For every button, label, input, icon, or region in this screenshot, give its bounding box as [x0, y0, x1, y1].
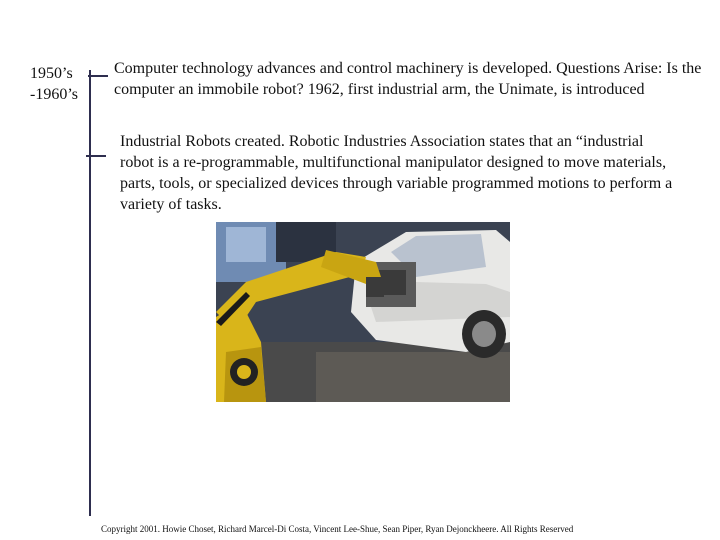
- copyright-footer: Copyright 2001. Howie Choset, Richard Marcel-Di Costa, Vincent Lee-Shue, Sean Piper, Ryan Dejonckheere. All Rights Reserved: [101, 524, 574, 534]
- timeline-line: [89, 70, 91, 516]
- industrial-robot-photo: [216, 222, 510, 402]
- robot-welding-car-image: [216, 222, 510, 402]
- timeline-entry-industrial-robots: Industrial Robots created. Robotic Industries Association states that an “industrial robot is a re-programmable, multifunctional manipulator designed to move materials, parts, tools, or specialized devices through variable programmed motions to perform a variety of tasks.: [120, 133, 673, 213]
- era-start: 1950’s: [30, 65, 73, 82]
- era-label: [30, 63, 100, 105]
- era-end: -1960’s: [30, 86, 78, 103]
- timeline-tick: [86, 155, 106, 157]
- timeline-entry-1960s-machinery: Computer technology advances and control machinery is developed. Questions Arise: Is the computer an immobile robot? 1962, first industrial arm, the Unimate, is introduced: [114, 60, 702, 98]
